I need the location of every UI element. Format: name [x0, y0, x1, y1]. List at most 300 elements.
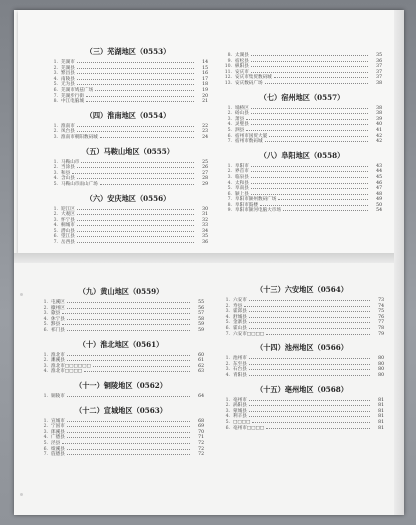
- entry-number: 1.: [225, 356, 230, 362]
- entry-page-number: 45: [376, 174, 382, 180]
- entry-name: 芜湖县: [61, 65, 75, 71]
- entry-name: 绩溪县: [51, 446, 65, 452]
- entry-name: 池州市: [233, 356, 247, 362]
- toc-section: [222, 93, 382, 145]
- entry-number: 2.: [43, 358, 48, 364]
- entry-page-number: 36: [376, 58, 382, 64]
- toc-entry-list: [38, 300, 204, 334]
- entry-page-number: 29: [202, 181, 208, 187]
- entry-name: 萧县: [235, 116, 245, 122]
- toc-entry-list: [220, 398, 384, 432]
- entry-name: 潜山县: [61, 228, 75, 234]
- entry-number: 4.: [225, 314, 230, 320]
- entry-page-number: 61: [198, 358, 204, 364]
- entry-number: 2.: [227, 169, 232, 175]
- dot-leader: [77, 209, 194, 210]
- entry-page-number: 70: [198, 429, 204, 435]
- entry-page-number: 74: [378, 303, 384, 309]
- entry-page-number: 35: [376, 53, 382, 58]
- entry-name: 屯溪区: [51, 300, 65, 305]
- entry-page-number: 38: [376, 105, 382, 111]
- entry-name: 太湖县: [235, 53, 249, 58]
- toc-entry: [220, 426, 384, 432]
- entry-page-number: 56: [198, 305, 204, 311]
- entry-number: 3.: [225, 408, 230, 414]
- dot-leader: [266, 428, 370, 429]
- dot-leader: [249, 400, 370, 401]
- dot-leader: [252, 422, 370, 423]
- dot-leader: [77, 242, 194, 243]
- entry-page-number: 49: [376, 197, 382, 203]
- entry-number: 4.: [43, 316, 48, 322]
- entry-name: 阜南县: [235, 186, 249, 192]
- binding-hole: [20, 493, 23, 496]
- toc-entry-list: [222, 53, 382, 87]
- dot-leader: [77, 225, 194, 226]
- entry-name: 南陵县: [61, 76, 75, 82]
- dot-leader: [86, 96, 194, 97]
- dot-leader: [77, 79, 194, 80]
- entry-number: 7.: [53, 93, 58, 99]
- entry-page-number: 42: [376, 139, 382, 145]
- entry-page-number: 42: [376, 133, 382, 139]
- entry-page-number: 41: [376, 127, 382, 133]
- toc-section: [48, 111, 208, 141]
- dot-leader: [81, 162, 194, 163]
- dot-leader: [251, 108, 368, 109]
- entry-name: 大观区: [61, 212, 75, 218]
- dot-leader: [249, 311, 370, 312]
- entry-page-number: 39: [376, 116, 382, 122]
- dot-leader: [251, 66, 368, 67]
- entry-page-number: 21: [202, 99, 208, 105]
- entry-name: 淮北市□□□□: [51, 369, 83, 375]
- dot-leader: [249, 411, 370, 412]
- entry-number: 1.: [53, 60, 58, 65]
- toc-column-upper-right: [222, 53, 382, 214]
- toc-entry-list: [38, 353, 204, 375]
- entry-name: 黟县: [51, 322, 61, 328]
- entry-number: 3.: [53, 134, 58, 140]
- dot-leader: [67, 421, 190, 422]
- dot-leader: [77, 236, 194, 237]
- dot-leader: [100, 137, 194, 138]
- toc-column-lower-left: [38, 287, 204, 458]
- dot-leader: [249, 322, 370, 323]
- entry-name: 石台县: [233, 367, 247, 373]
- entry-number: 5.: [53, 228, 58, 234]
- toc-entry-list: [38, 419, 204, 458]
- entry-name: 颍上县: [235, 191, 249, 197]
- dot-leader: [249, 405, 370, 406]
- entry-number: 5.: [227, 186, 232, 192]
- toc-entry-list: [48, 124, 208, 141]
- entry-number: 1.: [227, 105, 232, 111]
- toc-entry-list: [220, 298, 384, 337]
- entry-name: 泗县: [235, 127, 245, 133]
- entry-page-number: 59: [198, 327, 204, 333]
- entry-name: 金寨县: [233, 320, 247, 326]
- toc-column-lower-right: [220, 285, 384, 431]
- entry-number: 2.: [225, 303, 230, 309]
- entry-page-number: 60: [198, 352, 204, 358]
- dot-leader: [265, 141, 368, 142]
- toc-section: [38, 287, 204, 334]
- dot-leader: [249, 300, 370, 301]
- entry-name: 中江电脑城: [61, 99, 84, 105]
- dot-leader: [274, 77, 368, 78]
- entry-name: 含山县: [61, 176, 75, 182]
- toc-section: [48, 147, 208, 188]
- toc-entry-list: [48, 207, 208, 246]
- entry-page-number: 76: [378, 314, 384, 320]
- entry-number: 3.: [43, 363, 48, 369]
- dot-leader: [67, 319, 190, 320]
- entry-page-number: 71: [198, 435, 204, 441]
- entry-page-number: 63: [198, 369, 204, 375]
- entry-number: 2.: [53, 65, 58, 71]
- entry-number: 9.: [227, 208, 232, 214]
- entry-page-number: 30: [202, 206, 208, 212]
- entry-number: 2.: [53, 165, 58, 171]
- entry-page-number: 14: [202, 60, 208, 65]
- entry-page-number: 37: [376, 69, 382, 75]
- dot-leader: [249, 358, 370, 359]
- entry-page-number: 37: [376, 75, 382, 81]
- dot-leader: [251, 72, 368, 73]
- entry-page-number: 26: [202, 165, 208, 171]
- entry-name: 安庆数码广场: [235, 80, 263, 86]
- entry-number: 5.: [53, 181, 58, 187]
- entry-name: 迎江区: [61, 206, 75, 212]
- entry-page-number: 15: [202, 65, 208, 71]
- entry-page-number: 38: [376, 111, 382, 117]
- entry-name: 界首市: [235, 169, 249, 175]
- entry-page-number: 79: [378, 331, 384, 337]
- entry-number: 3.: [43, 311, 48, 317]
- entry-name: 蒙城县: [233, 408, 247, 414]
- dot-leader: [251, 177, 368, 178]
- section-heading: （九）黄山地区（0559）: [78, 287, 164, 296]
- entry-page-number: 69: [198, 424, 204, 430]
- entry-number: 7.: [43, 452, 48, 458]
- entry-number: 2.: [225, 361, 230, 367]
- dot-leader: [67, 360, 190, 361]
- toc-entry: [38, 452, 204, 458]
- entry-page-number: 38: [376, 80, 382, 86]
- toc-section: [220, 343, 384, 378]
- entry-name: 淮南市: [61, 123, 75, 129]
- toc-entry-list: [222, 106, 382, 145]
- entry-number: 4.: [225, 414, 230, 420]
- entry-page-number: 50: [376, 202, 382, 208]
- entry-number: 2.: [227, 111, 232, 117]
- dot-leader: [62, 443, 190, 444]
- entry-number: 6.: [227, 133, 232, 139]
- dot-leader: [251, 183, 368, 184]
- section-heading: （五）马鞍山地区（0555）: [82, 146, 174, 156]
- entry-number: 13.: [224, 80, 232, 86]
- entry-name: 宿松县: [235, 58, 249, 64]
- entry-page-number: 35: [202, 234, 208, 240]
- section-heading: （三）芜湖地区（0553）: [85, 47, 171, 56]
- toc-section: [222, 151, 382, 214]
- entry-name: 青阳县: [233, 372, 247, 378]
- entry-page-number: 78: [378, 325, 384, 331]
- dot-leader: [266, 334, 370, 335]
- entry-page-number: 48: [376, 191, 382, 197]
- entry-page-number: 72: [198, 446, 204, 452]
- entry-number: 10.: [224, 64, 232, 70]
- section-heading: （十四）池州地区（0566）: [256, 343, 348, 353]
- entry-page-number: 57: [198, 311, 204, 317]
- dot-leader: [249, 369, 370, 370]
- toc-entry-list: [48, 60, 208, 105]
- entry-page-number: 81: [378, 414, 384, 420]
- dot-leader: [260, 205, 368, 206]
- dot-leader: [84, 371, 190, 372]
- section-heading: （六）安庆地区（0556）: [85, 193, 171, 203]
- entry-name: 淮北市: [51, 352, 65, 358]
- entry-page-number: 18: [202, 82, 208, 88]
- entry-number: 2.: [43, 424, 48, 430]
- toc-column-upper-left: [48, 47, 208, 246]
- dot-leader: [77, 167, 194, 168]
- entry-number: 1.: [43, 352, 48, 358]
- entry-number: 7.: [53, 240, 58, 246]
- dot-leader: [77, 220, 194, 221]
- dot-leader: [77, 62, 194, 63]
- entry-name: 马鞍山市: [61, 159, 80, 165]
- entry-number: 1.: [225, 298, 230, 303]
- entry-page-number: 64: [198, 393, 204, 399]
- entry-page-number: 81: [378, 397, 384, 403]
- dot-leader: [100, 184, 194, 185]
- entry-name: 岳西县: [61, 240, 75, 246]
- entry-name: 宁国市: [51, 424, 65, 430]
- entry-name: 东至县: [233, 361, 247, 367]
- dot-leader: [251, 194, 368, 195]
- entry-number: 5.: [43, 322, 48, 328]
- entry-page-number: 54: [376, 208, 382, 214]
- entry-name: 宣城市: [51, 418, 65, 424]
- entry-page-number: 43: [376, 163, 382, 169]
- entry-name: □□□□: [233, 419, 251, 425]
- section-heading: （十二）宣城地区（0563）: [75, 405, 167, 415]
- section-heading: （十五）亳州地区（0568）: [256, 384, 348, 394]
- entry-name: 霍邱县: [233, 309, 247, 315]
- entry-name: 当涂县: [61, 165, 75, 171]
- toc-section: [48, 194, 208, 246]
- entry-number: 6.: [53, 234, 58, 240]
- entry-number: 3.: [53, 71, 58, 77]
- section-heading: （四）淮南地区（0554）: [85, 110, 171, 120]
- dot-leader: [77, 214, 194, 215]
- dot-leader: [67, 449, 190, 450]
- entry-number: 3.: [43, 429, 48, 435]
- entry-number: 2.: [53, 129, 58, 135]
- entry-name: 广德县: [51, 435, 65, 441]
- toc-entry: [48, 240, 208, 246]
- entry-name: 芜湖市: [61, 60, 75, 65]
- entry-number: 5.: [43, 440, 48, 446]
- entry-number: 1.: [53, 123, 58, 129]
- dot-leader: [278, 199, 368, 200]
- entry-number: 1.: [53, 159, 58, 165]
- entry-page-number: 81: [378, 408, 384, 414]
- entry-name: 马鞍山市雨山广场: [61, 181, 98, 187]
- entry-number: 3.: [225, 309, 230, 315]
- entry-name: 阜阳市鼓楼: [235, 202, 258, 208]
- entry-name: 徽州区: [51, 305, 65, 311]
- entry-number: 4.: [53, 176, 58, 182]
- entry-name: 阜阳市: [235, 163, 249, 169]
- lower-page: [14, 263, 404, 515]
- entry-name: 休宁县: [51, 316, 65, 322]
- entry-page-number: 28: [202, 176, 208, 182]
- entry-name: 寿县: [233, 303, 243, 309]
- entry-name: 舒城县: [233, 314, 247, 320]
- entry-page-number: 20: [202, 93, 208, 99]
- entry-page-number: 58: [198, 316, 204, 322]
- entry-number: 6.: [53, 87, 58, 93]
- dot-leader: [249, 416, 370, 417]
- entry-name: 铜陵市: [51, 393, 65, 399]
- entry-number: 6.: [225, 425, 230, 431]
- page-edge: [394, 10, 404, 515]
- entry-name: 霍山县: [233, 325, 247, 331]
- entry-name: 六安市: [233, 298, 247, 303]
- dot-leader: [251, 124, 368, 125]
- entry-number: 4.: [227, 122, 232, 128]
- entry-page-number: 80: [378, 361, 384, 367]
- binding-hole: [20, 293, 23, 296]
- dot-leader: [246, 119, 368, 120]
- dot-leader: [67, 432, 190, 433]
- dot-leader: [251, 113, 368, 114]
- dot-leader: [251, 188, 368, 189]
- dot-leader: [249, 328, 370, 329]
- entry-name: 旌德县: [51, 452, 65, 458]
- section-heading: （十）淮北地区（0561）: [78, 339, 164, 349]
- entry-number: 1.: [227, 163, 232, 169]
- dot-leader: [251, 171, 368, 172]
- dot-leader: [251, 61, 368, 62]
- entry-number: 4.: [53, 223, 58, 229]
- entry-number: 3.: [227, 174, 232, 180]
- entry-page-number: 17: [202, 76, 208, 82]
- dot-leader: [265, 83, 368, 84]
- entry-name: 淮南市朝阳数码城: [61, 134, 98, 140]
- dot-leader: [67, 437, 190, 438]
- entry-number: 4.: [227, 180, 232, 186]
- entry-number: 2.: [53, 212, 58, 218]
- dot-leader: [77, 84, 194, 85]
- entry-number: 7.: [225, 331, 230, 337]
- dot-leader: [72, 173, 194, 174]
- entry-page-number: 80: [378, 367, 384, 373]
- entry-name: 灵璧县: [235, 122, 249, 128]
- entry-page-number: 25: [202, 159, 208, 165]
- entry-number: 1.: [53, 206, 58, 212]
- toc-section: [48, 47, 208, 105]
- dot-leader: [77, 68, 194, 69]
- entry-number: 1.: [43, 393, 48, 399]
- entry-page-number: 55: [198, 300, 204, 305]
- entry-name: 郎溪县: [51, 429, 65, 435]
- upper-page: [18, 10, 400, 253]
- entry-page-number: 22: [202, 123, 208, 129]
- dot-leader: [67, 308, 190, 309]
- entry-number: 5.: [225, 419, 230, 425]
- section-heading: （七）宿州地区（0557）: [259, 92, 345, 102]
- entry-name: 安庆市: [235, 69, 249, 75]
- entry-page-number: 68: [198, 418, 204, 424]
- entry-number: 5.: [53, 82, 58, 88]
- entry-name: 利辛县: [233, 414, 247, 420]
- section-heading: （十三）六安地区（0564）: [256, 285, 348, 294]
- toc-entry: [222, 208, 382, 214]
- entry-page-number: 81: [378, 403, 384, 409]
- dot-leader: [77, 73, 194, 74]
- entry-number: 8.: [227, 202, 232, 208]
- entry-name: 涡阳县: [233, 403, 247, 409]
- entry-page-number: 72: [198, 452, 204, 458]
- toc-section: [38, 340, 204, 375]
- entry-page-number: 73: [378, 298, 384, 303]
- entry-name: 太和县: [235, 180, 249, 186]
- dot-leader: [67, 396, 190, 397]
- entry-name: 凤台县: [61, 129, 75, 135]
- dot-leader: [249, 364, 370, 365]
- dot-leader: [67, 355, 190, 356]
- entry-number: 6.: [225, 325, 230, 331]
- entry-name: 安庆市集贸数码城: [235, 75, 272, 81]
- entry-page-number: 81: [378, 419, 384, 425]
- entry-name: 砀山县: [235, 111, 249, 117]
- entry-name: 芜湖市鸠兹广场: [61, 87, 94, 93]
- entry-name: 亳州市: [233, 397, 247, 403]
- dot-leader: [251, 55, 368, 56]
- entry-page-number: 33: [202, 223, 208, 229]
- entry-page-number: 80: [378, 372, 384, 378]
- entry-number: 3.: [53, 170, 58, 176]
- entry-page-number: 75: [378, 309, 384, 315]
- entry-number: 6.: [43, 327, 48, 333]
- entry-number: 1.: [225, 397, 230, 403]
- dot-leader: [86, 101, 194, 102]
- dot-leader: [249, 375, 370, 376]
- entry-name: 芜湖步行街: [61, 93, 84, 99]
- entry-name: 歙县: [51, 311, 61, 317]
- entry-number: 3.: [53, 217, 58, 223]
- entry-page-number: 36: [202, 240, 208, 246]
- entry-name: 泾县: [51, 440, 61, 446]
- page-fold: [14, 253, 404, 263]
- dot-leader: [77, 231, 194, 232]
- dot-leader: [67, 426, 190, 427]
- entry-number: 3.: [225, 367, 230, 373]
- entry-page-number: 23: [202, 129, 208, 135]
- entry-page-number: 31: [202, 212, 208, 218]
- dot-leader: [67, 302, 190, 303]
- entry-name: 无为县: [61, 82, 75, 88]
- entry-name: 阜阳市颍河电脑大市场: [235, 208, 281, 214]
- entry-page-number: 34: [202, 228, 208, 234]
- entry-page-number: 77: [378, 320, 384, 326]
- entry-number: 6.: [227, 191, 232, 197]
- toc-section: [222, 53, 382, 87]
